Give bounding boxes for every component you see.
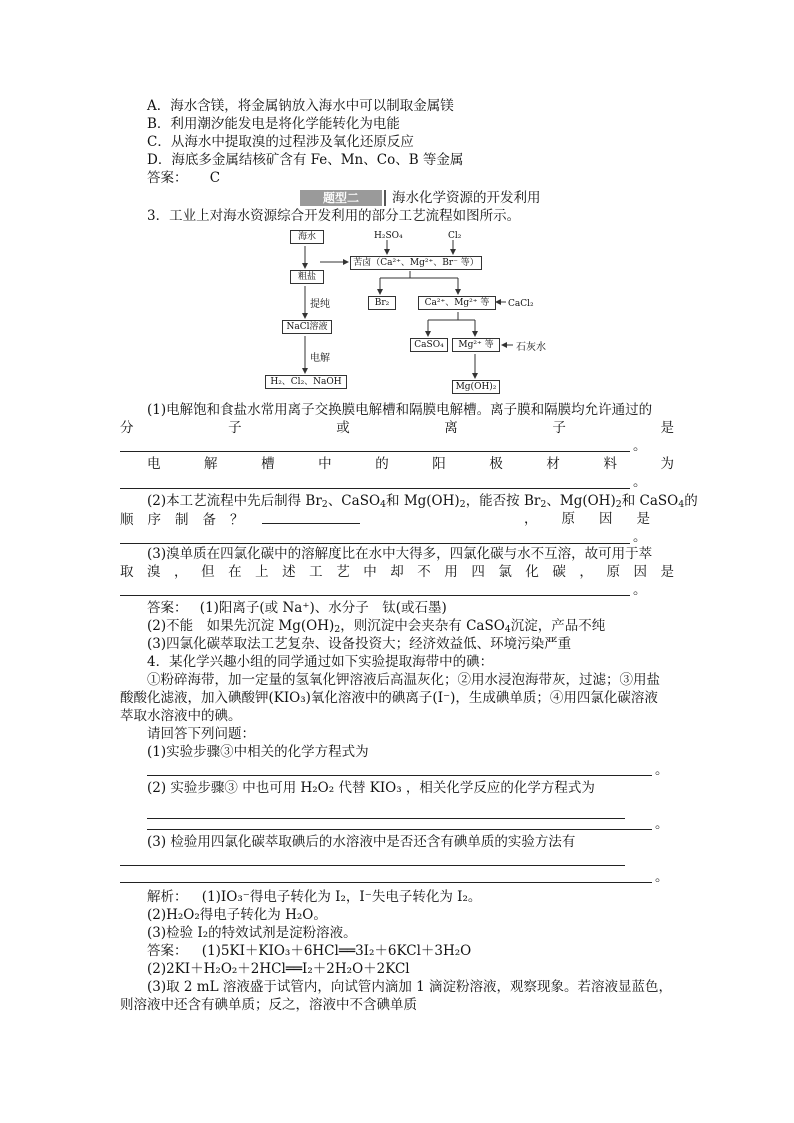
answer-label: 答案： xyxy=(147,170,188,186)
q3-p3-period: 。 xyxy=(633,582,647,598)
q4-sub1: (1)实验步骤③中相关的化学方程式为 xyxy=(147,744,369,760)
answer-blank-line xyxy=(147,775,652,776)
q3-p1-line1: (1)电解饱和食盐水常用离子交换膜电解槽和隔膜电解槽。离子膜和隔膜均允许通过的 xyxy=(147,402,653,418)
answer-label: 答案： xyxy=(147,600,188,616)
q4-steps-line2: 酸酸化滤液，加入碘酸钾(KIO₃)氧化溶液中的碘离子(I⁻)，生成碘单质；④用四氯化碳溶液 xyxy=(120,690,658,706)
option-d: D．海底多金属结核矿含有 Fe、Mn、Co、B 等金属 xyxy=(147,152,464,168)
text-run: ，能否按 Br xyxy=(465,493,541,509)
flow-products: H₂、Cl₂、NaOH xyxy=(265,375,347,389)
flow-h2so4-label: H₂SO₄ xyxy=(374,231,403,241)
answer-blank-line xyxy=(120,543,630,544)
text-run: 、Mg(OH) xyxy=(546,493,616,509)
q3-p2-period: 。 xyxy=(633,529,647,545)
q3-stem: 3．工业上对海水资源综合开发利用的部分工艺流程如图所示。 xyxy=(147,208,521,224)
flow-diagram xyxy=(260,228,560,398)
flow-purify-label: 提纯 xyxy=(310,299,330,310)
answer-1 xyxy=(147,170,220,187)
q4-prompt: 请回答下列问题： xyxy=(147,726,255,742)
option-c: C．从海水中提取溴的过程涉及氧化还原反应 xyxy=(147,134,414,150)
q4-sub3: (3) 检验用四氯化碳萃取碘后的水溶液中是否还含有碘单质的实验方法有 xyxy=(147,834,576,850)
text-run: 和 CaSO xyxy=(621,493,679,509)
q3-answer-1 xyxy=(147,600,447,617)
analysis-label: 解析： xyxy=(147,889,188,905)
option-b: B．利用潮汐能发电是将化学能转化为电能 xyxy=(147,116,400,132)
section-title: 海水化学资源的开发利用 xyxy=(392,190,541,206)
q3-answer-2: (2)不能 如果先沉淀 $Mg(OH)_2$，则沉淀中会夹杂有 CaSO$_4$沉淀，产品不纯 xyxy=(147,618,606,635)
q3-p2-line2 xyxy=(120,511,674,529)
q3-p3-line1: (3)溴单质在四氯化碳中的溶解度比在水中大得多，四氯化碳与水不互溶，故可用于萃 xyxy=(147,546,653,562)
flow-ca-mg: Ca²⁺、Mg²⁺ 等 xyxy=(418,296,496,310)
q3-p1-line2: 分子或离子是 xyxy=(120,420,674,436)
q4-sub2: (2) 实验步骤③ 中也可用 H₂O₂ 代替 KIO₃ ，相关化学反应的化学方程式为 xyxy=(147,780,595,796)
q4-answer-1 xyxy=(147,943,471,960)
q4-sub1-period: 。 xyxy=(655,762,669,778)
flow-caso4: CaSO₄ xyxy=(410,338,448,352)
flow-mg-ion: Mg²⁺ 等 xyxy=(452,338,500,352)
answer-blank-line xyxy=(120,451,630,452)
q4-answer-3-line2: 则溶液中还含有碘单质；反之，溶液中不含碘单质 xyxy=(120,997,417,1013)
answer-blank xyxy=(262,511,360,524)
text-run: (2)不能 如果先沉淀 Mg(OH) xyxy=(147,618,335,634)
section-divider xyxy=(384,190,386,206)
q3-p2-line1: (2)本工艺流程中先后制得 $Br_2$、CaSO$_4$和 $Mg(OH)_2$，能否按 $Br_2$、$Mg(OH)_2$和 CaSO$_4$的 xyxy=(147,493,698,510)
q4-sub2-period: 。 xyxy=(655,816,669,832)
q4-sub3-period: 。 xyxy=(655,869,669,885)
answer-label: 答案： xyxy=(147,943,188,959)
section-badge: 题型二 xyxy=(300,190,382,206)
q4-steps-line3: 萃取水溶液中的碘。 xyxy=(120,708,242,724)
flow-lime-label: 石灰水 xyxy=(516,342,546,353)
q4-analysis-2: (2)H₂O₂得电子转化为 H₂O。 xyxy=(147,907,327,923)
flow-arrows xyxy=(260,228,560,398)
q4-answer-3-line1: (3)取 2 mL 溶液盛于试管内，向试管内滴加 1 滴淀粉溶液，观察现象。若溶液显蓝色， xyxy=(147,979,673,995)
equation: (1)5KI＋KIO₃＋6HCl══3I₂＋6KCl＋3H₂O xyxy=(201,943,472,959)
flow-nacl-solution: NaCl溶液 xyxy=(282,320,332,334)
q3-p1-line3: 电解槽中的阳极材料为 xyxy=(147,456,674,472)
option-a: A．海水含镁，将金属钠放入海水中可以制取金属镁 xyxy=(147,98,454,114)
q3-p1-period: 。 xyxy=(633,438,647,454)
flow-brine: 苦卤（Ca²⁺、Mg²⁺、Br⁻ 等） xyxy=(350,256,482,270)
q4-answer-2: (2)2KI＋H₂O₂＋2HCl══I₂＋2H₂O＋2KCl xyxy=(147,961,410,977)
q4-steps-line1: ①粉碎海带，加一定量的氢氧化钾溶液后高温灰化；②用水浸泡海带灰，过滤；③用盐 xyxy=(147,672,660,688)
text-run: 沉淀，产品不纯 xyxy=(510,618,606,634)
answer-blank-line xyxy=(147,818,625,819)
flow-cacl2-label: CaCl₂ xyxy=(508,299,534,309)
answer-blank-line xyxy=(120,882,652,883)
flow-seawater: 海水 xyxy=(290,230,324,244)
text-run: ，则沉淀中会夹杂有 CaSO xyxy=(340,618,505,634)
answer-blank-line xyxy=(120,488,630,489)
answer-value: C xyxy=(209,170,221,186)
answer-blank-line xyxy=(120,865,625,866)
text-run: (2)本工艺流程中先后制得 Br xyxy=(147,493,322,509)
q3-answer-3: (3)四氯化碳萃取法工艺复杂、设备投资大；经济效益低、环境污染严重 xyxy=(147,636,572,652)
flow-br2: Br₂ xyxy=(368,296,396,310)
q4-analysis-3: (3)检验 I₂的特效试剂是淀粉溶液。 xyxy=(147,925,357,941)
text-run: 顺序制备？ xyxy=(120,512,258,528)
text-run: 的 xyxy=(684,493,698,509)
flow-cl2-label: Cl₂ xyxy=(448,231,462,241)
q4-analysis-1 xyxy=(147,889,481,906)
text-run: ，原因是 xyxy=(524,511,674,527)
text-run: 、CaSO xyxy=(327,493,381,509)
answer-blank-line xyxy=(120,595,630,596)
flow-electrolysis-label: 电解 xyxy=(310,353,330,364)
answer-blank-line xyxy=(147,829,652,830)
q3-p3-line2: 取溴，但在上述工艺中却不用四氯化碳，原因是 xyxy=(120,564,674,580)
answer-text: (1)阳离子(或 Na⁺)、水分子 钛(或石墨) xyxy=(199,600,447,616)
flow-mgoh2: Mg(OH)₂ xyxy=(452,380,500,394)
q3-p1-period-2: 。 xyxy=(633,474,647,490)
text-run: 和 Mg(OH) xyxy=(386,493,460,509)
analysis-text: (1)IO₃⁻得电子转化为 I₂，I⁻失电子转化为 I₂。 xyxy=(201,889,482,905)
flow-crude-salt: 粗盐 xyxy=(290,270,324,284)
q4-stem: 4．某化学兴趣小组的同学通过如下实验提取海带中的碘： xyxy=(147,654,494,670)
